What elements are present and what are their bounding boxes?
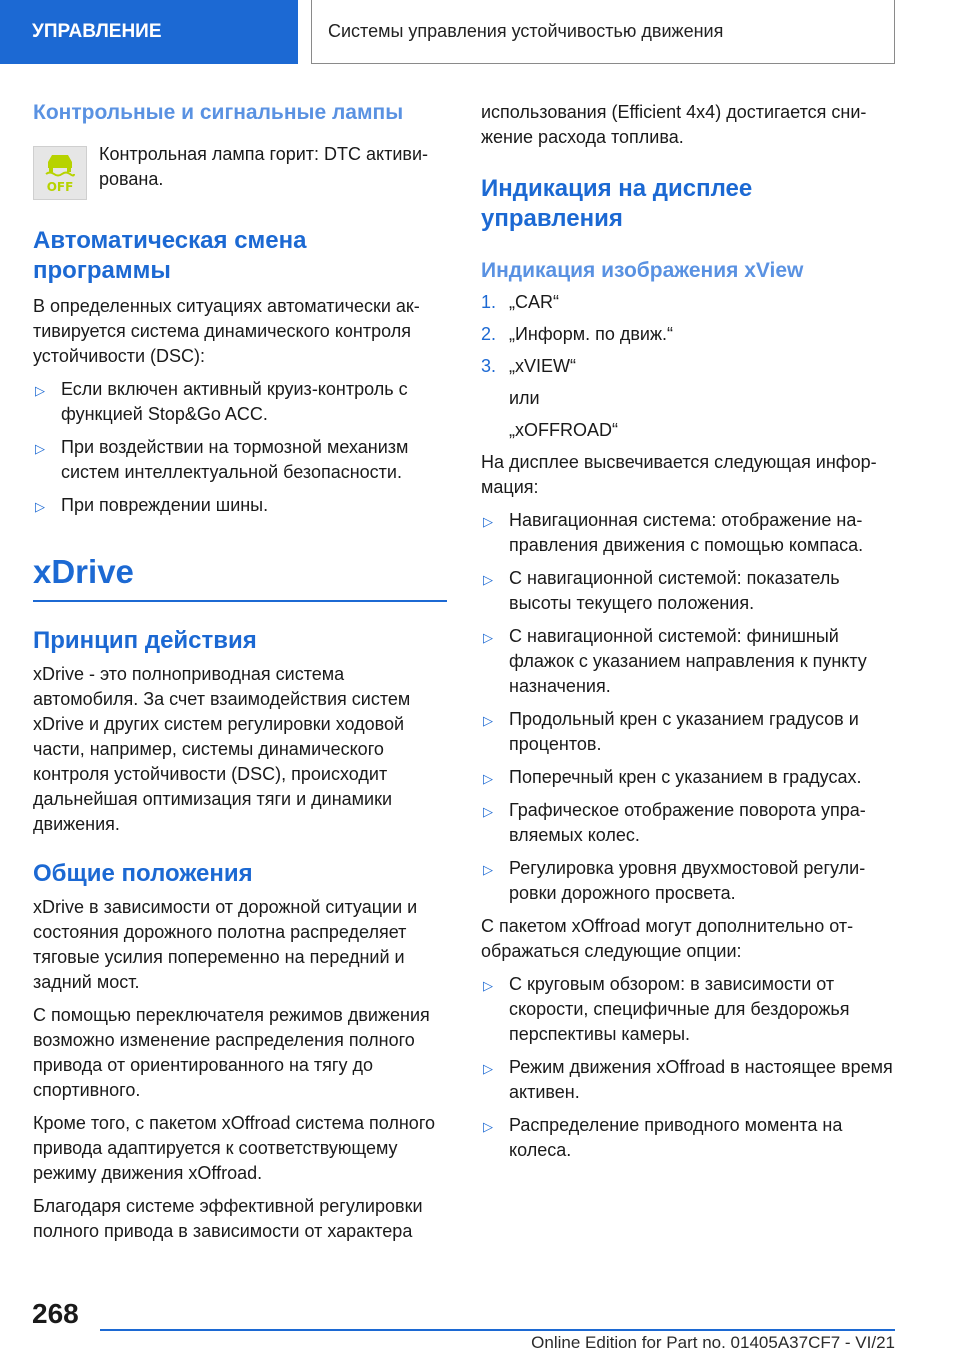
list-item: ▷ Навигационная система: отображение направления движения с помощью компаса. [483, 510, 864, 555]
list-item: ▷ С круговым обзором: в зависимости от скорости, специфичные для бездорожья перспективы камеры. [483, 974, 850, 1044]
lamp-entry [33, 142, 447, 200]
general-p3: Кроме того, с пакетом xOffroad система полного привода адаптируется к соответствующему режиму движения xOffroad. [33, 1113, 436, 1183]
continued-text: использования (Efficient 4x4) достигается снижение расхода топлива. [481, 102, 867, 147]
auto-heading: Автоматическая смена программы [33, 227, 307, 284]
list-item: ▷ Распределение приводного момента на колеса. [483, 1115, 843, 1160]
footer-rule [100, 1329, 895, 1331]
footer-edition: Online Edition for Part no. 01405A37CF7 - VI/21 [531, 1333, 895, 1352]
xoffroad-intro: С пакетом xOffroad могут дополнительно отображаться следующие опции: [481, 916, 854, 961]
list-item: ▷ При воздействии на тормозной механизм систем интеллектуальной безопасности. [35, 437, 409, 482]
display-heading: Индикация на дисплее управления [481, 175, 753, 232]
list-item: ▷ Регулировка уровня двухмостовой регулировки дорожного просвета. [483, 858, 866, 903]
triangle-bullet-icon: ▷ [483, 630, 493, 645]
triangle-bullet-icon: ▷ [35, 383, 45, 398]
triangle-bullet-icon: ▷ [483, 1119, 493, 1134]
general-heading: Общие положения [33, 860, 253, 887]
header-section-label: УПРАВЛЕНИЕ [32, 21, 162, 42]
triangle-bullet-icon: ▷ [483, 572, 493, 587]
list-item: 2. „Информ. по движ.“ [481, 324, 673, 344]
principle-text: xDrive - это полноприводная система автомобиля. За счет взаимодействия систем xDrive и других систем регулировки ходовой части, например, системы динамического контроля устойчивости (DSC), происходит дальнейшая оптимизация тяги и динамики движения. [33, 664, 411, 834]
triangle-bullet-icon: ▷ [483, 771, 493, 786]
list-item: ▷ Поперечный крен с указанием в градусах. [481, 765, 895, 790]
triangle-bullet-icon: ▷ [35, 441, 45, 456]
xdrive-rule [33, 600, 447, 602]
list-item: ▷ С навигационной системой: финишный флажок с указанием направления к пункту назначения. [483, 626, 867, 696]
left-column [33, 100, 447, 1244]
auto-intro: В определенных ситуациях автоматически активируется система динамического контроля устойчивости (DSC): [33, 296, 420, 366]
xview-heading: Индикация изображения xView [481, 259, 804, 282]
list-item: ▷ Режим движения xOffroad в настоящее время активен. [483, 1057, 893, 1102]
lamp-off-label: OFF [46, 180, 74, 194]
display-list [481, 508, 895, 906]
triangle-bullet-icon: ▷ [483, 862, 493, 877]
xoffroad-option: „xOFFROAD“ [509, 420, 618, 440]
or-word: или [509, 388, 540, 408]
lamps-heading: Контрольные и сигнальные лампы [33, 101, 404, 124]
triangle-bullet-icon: ▷ [483, 1061, 493, 1076]
principle-heading: Принцип действия [33, 627, 257, 654]
general-p2: С помощью переключателя режимов движения возможно изменение распределения полного привода от ориентированного на тягу до спортивного. [33, 1005, 430, 1100]
list-item: 1. „CAR“ [481, 292, 559, 312]
header-chapter-label: Системы управления устойчивостью движения [328, 21, 724, 41]
list-item: ▷ С навигационной системой: показатель высоты текущего положения. [483, 568, 840, 613]
list-item: ▷ Графическое отображение поворота управляемых колес. [483, 800, 866, 845]
page-number: 268 [32, 1298, 79, 1329]
lamp-description: Контрольная лампа горит: DTC активирована. [99, 144, 429, 189]
header-section [0, 0, 298, 64]
display-intro: На дисплее высвечивается следующая информация: [481, 452, 877, 497]
list-item: ▷ При повреждении шины. [33, 493, 447, 518]
xdrive-title: xDrive [33, 553, 134, 590]
dtc-off-lamp-icon [33, 146, 87, 200]
list-item: ▷ Продольный крен с указанием градусов и процентов. [483, 709, 859, 754]
triangle-bullet-icon: ▷ [483, 804, 493, 819]
triangle-bullet-icon: ▷ [483, 978, 493, 993]
triangle-bullet-icon: ▷ [35, 499, 45, 514]
list-item: ▷ Если включен активный круиз-контроль с функцией Stop&Go ACC. [35, 379, 408, 424]
auto-list [33, 377, 447, 518]
triangle-bullet-icon: ▷ [483, 514, 493, 529]
general-p4: Благодаря системе эффективной регулировки полного привода в зависимости от характера [33, 1196, 423, 1241]
right-column [481, 100, 895, 1163]
xoffroad-list [481, 972, 895, 1163]
triangle-bullet-icon: ▷ [483, 713, 493, 728]
header-chapter [311, 0, 895, 64]
xview-steps [481, 290, 895, 379]
general-p1: xDrive в зависимости от дорожной ситуации и состояния дорожного полотна распределяет тяговые усилия попеременно на передний и задний мост. [33, 897, 418, 992]
list-item: 3. „xVIEW“ [481, 356, 576, 376]
